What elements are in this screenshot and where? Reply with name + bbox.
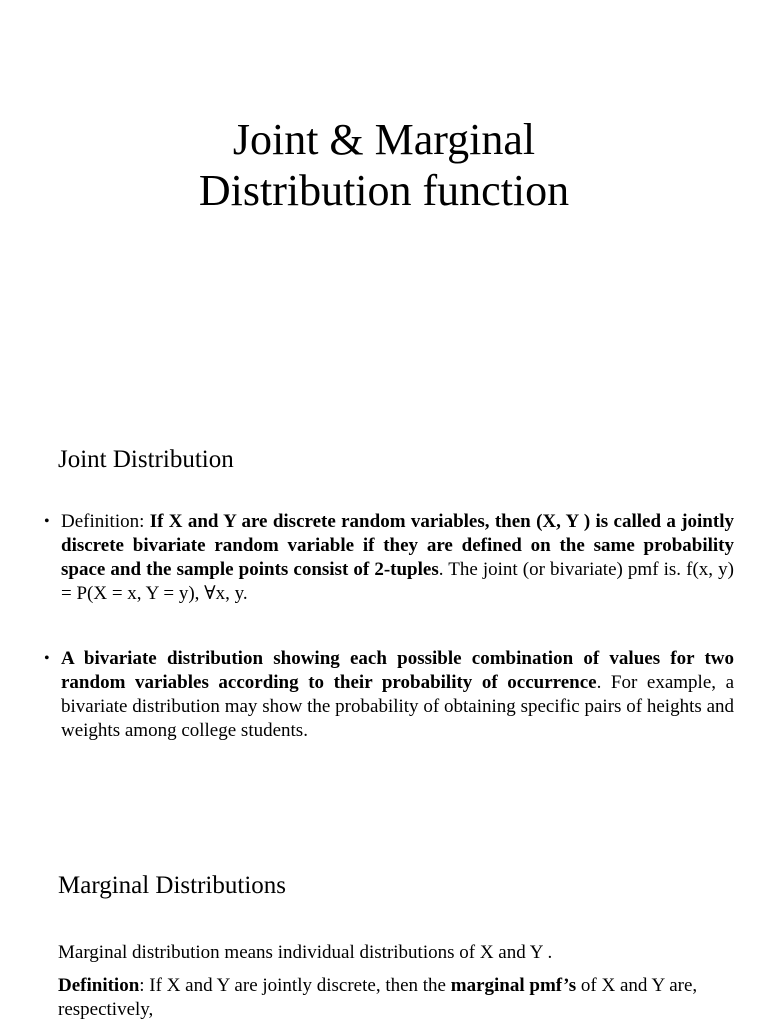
title-line-2: Distribution function: [198, 166, 570, 215]
bivariate-rest: . For example, a bivariate distribution may show the probability of obtaining specific pairs of heights and weights among college students.: [61, 672, 734, 741]
bullet-dot: •: [44, 650, 50, 667]
title-line-1: Joint & Marginal: [232, 115, 536, 164]
bullet-dot: •: [44, 513, 50, 530]
marginal-def-text1: : If X and Y are jointly discrete, then the: [139, 975, 451, 996]
bivariate-bullet: [44, 647, 734, 743]
definition-lead: Definition:: [61, 511, 150, 532]
bivariate-bold: A bivariate distribution showing each possible combination of values for two random variables according to their probability of occurrence: [61, 648, 734, 693]
marginal-distributions-heading: Marginal Distributions: [58, 872, 287, 899]
marginal-def-label: Definition: [58, 975, 140, 996]
marginal-def-bold: marginal pmf’s: [450, 975, 577, 996]
definition-bullet: [44, 510, 734, 606]
definition-rest: . The joint (or bivariate) pmf is. f(x, y) = P(X = x, Y = y), ∀x, y.: [61, 559, 734, 604]
definition-bold: If X and Y are discrete random variables, then (X, Y ) is called a jointly discrete bivariate random variable if they are defined on the same probability space and the sample points consist of 2-tuples: [61, 511, 734, 580]
slide-title: [0, 114, 768, 216]
marginal-definition: [58, 974, 738, 1022]
marginal-def-text2: of X and Y are, respectively,: [58, 975, 698, 1020]
bivariate-text: [61, 647, 734, 743]
joint-distribution-heading: Joint Distribution: [58, 446, 234, 473]
definition-text: [61, 510, 734, 606]
marginal-intro: Marginal distribution means individual distributions of X and Y .: [58, 942, 553, 963]
